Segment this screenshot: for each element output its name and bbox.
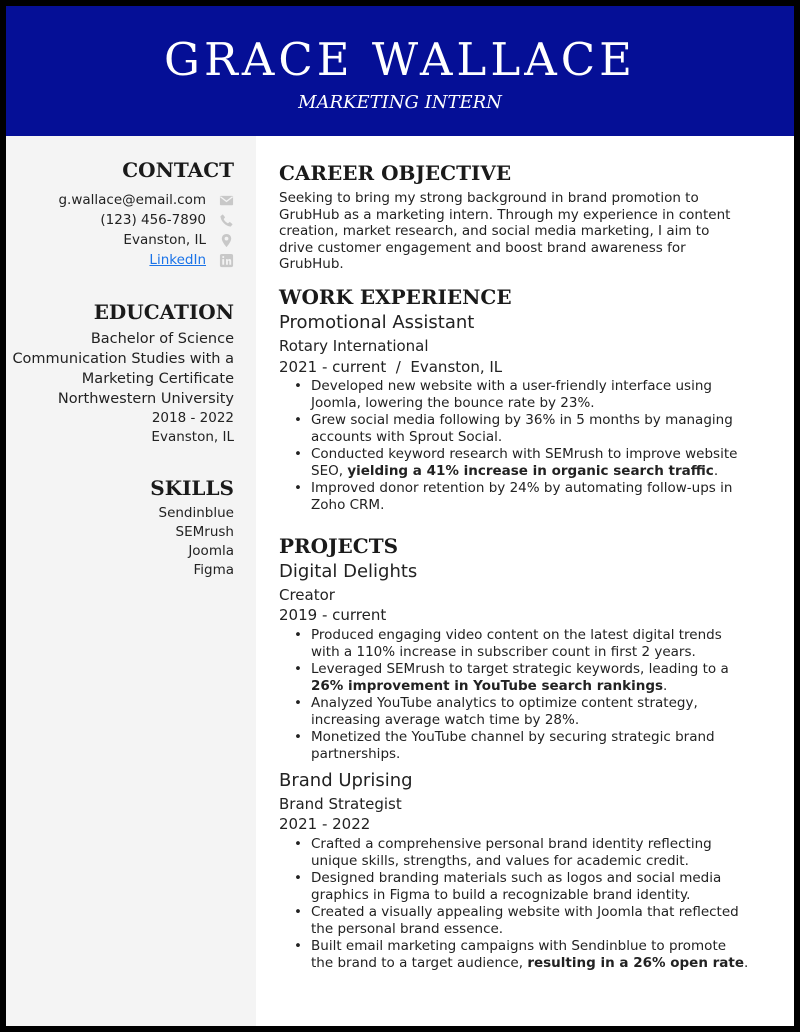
contact-email: g.wallace@email.com <box>58 192 206 208</box>
list-item: • Grew social media following by 36% in 5 months by managing accounts with Sprout Social. <box>311 412 749 445</box>
list-item: • Improved donor retention by 24% by automating follow-ups in Zoho CRM. <box>311 480 749 513</box>
skill-item: Joomla <box>188 543 234 559</box>
skill-item: SEMrush <box>175 524 234 540</box>
job-meta <box>279 358 502 377</box>
project-title: Digital Delights <box>279 561 418 582</box>
skill-item: Figma <box>193 562 234 578</box>
job-location: Evanston, IL <box>410 358 503 376</box>
contact-heading: CONTACT <box>122 158 234 182</box>
phone-icon <box>219 213 234 228</box>
job-title: Promotional Assistant <box>279 312 475 333</box>
project-title: Brand Uprising <box>279 770 413 791</box>
resume-page <box>6 6 794 1026</box>
list-item: • Leveraged SEMrush to target strategic keywords, leading to a 26% improvement in YouTube search rankings. <box>311 661 749 694</box>
skill-item: Sendinblue <box>158 505 234 521</box>
linkedin-icon <box>219 253 234 268</box>
list-item: • Produced engaging video content on the latest digital trends with a 110% increase in subscriber count in first 2 years. <box>311 627 749 660</box>
list-item: • Monetized the YouTube channel by securing strategic brand partnerships. <box>311 729 749 762</box>
contact-linkedin-row <box>149 250 206 270</box>
education-degree-line2: Communication Studies with a <box>12 351 234 367</box>
list-item: • Crafted a comprehensive personal brand identity reflecting unique skills, strengths, and values for academic credit. <box>311 836 749 869</box>
contact-location: Evanston, IL <box>123 232 206 248</box>
job-bullets <box>279 378 749 514</box>
candidate-role: MARKETING INTERN <box>298 92 502 113</box>
objective-heading: CAREER OBJECTIVE <box>279 161 512 185</box>
project-dates: 2021 - 2022 <box>279 815 371 833</box>
list-item: • Created a visually appealing website with Joomla that reflected the personal brand essence. <box>311 904 749 937</box>
project-role: Brand Strategist <box>279 795 402 813</box>
skills-heading: SKILLS <box>150 476 234 500</box>
header-banner <box>6 6 794 136</box>
project-dates: 2019 - current <box>279 606 387 624</box>
candidate-name: GRACE WALLACE <box>164 33 636 86</box>
education-location: Evanston, IL <box>151 429 234 445</box>
map-pin-icon <box>219 233 234 248</box>
experience-heading: WORK EXPERIENCE <box>279 285 512 309</box>
education-dates: 2018 - 2022 <box>151 410 234 426</box>
sidebar <box>6 136 256 1026</box>
list-item: • Conducted keyword research with SEMrush to improve website SEO, yielding a 41% increase in organic search traffic. <box>311 446 749 479</box>
education-heading: EDUCATION <box>93 300 234 324</box>
job-separator: / <box>395 358 401 376</box>
list-item: • Developed new website with a user-friendly interface using Joomla, lowering the bounce rate by 23%. <box>311 378 749 411</box>
job-dates: 2021 - current <box>279 358 387 376</box>
linkedin-link[interactable]: LinkedIn <box>149 252 206 268</box>
list-item: • Built email marketing campaigns with Sendinblue to promote the brand to a target audience, resulting in a 26% open rate. <box>311 938 749 971</box>
project-bullets <box>279 627 749 763</box>
list-item: • Designed branding materials such as logos and social media graphics in Figma to build a recognizable brand identity. <box>311 870 749 903</box>
objective-text: Seeking to bring my strong background in brand promotion to GrubHub as a marketing intern. Through my experience in content creation, market research, and social media marketing, I aim to drive customer engagement and boost brand awareness for GrubHub. <box>279 190 731 272</box>
list-item: • Analyzed YouTube analytics to optimize content strategy, increasing average watch time by 28%. <box>311 695 749 728</box>
projects-heading: PROJECTS <box>279 534 399 558</box>
contact-phone: (123) 456-7890 <box>100 212 206 228</box>
envelope-icon <box>219 193 234 208</box>
project-bullets <box>279 836 749 972</box>
education-degree-line1: Bachelor of Science <box>90 331 234 347</box>
project-role: Creator <box>279 586 335 604</box>
job-organization: Rotary International <box>279 337 429 355</box>
education-school: Northwestern University <box>57 391 234 407</box>
education-degree-line3: Marketing Certificate <box>81 371 234 387</box>
